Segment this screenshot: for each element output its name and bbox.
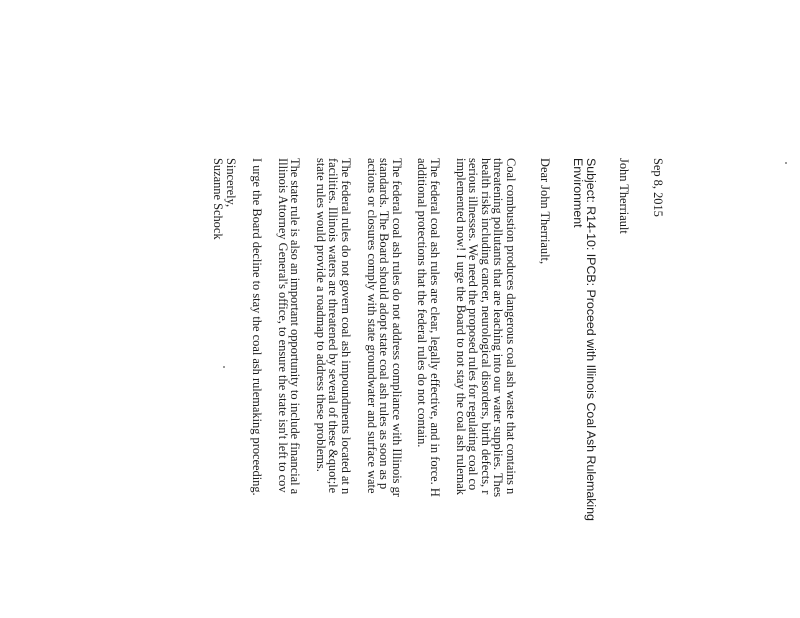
paragraph-line: threatening pollutants that are leaching into our water supplies. Thes [491,158,506,498]
letter-paragraph [454,158,517,618]
paragraph-line: Coal combustion produces dangerous coal ash waste that contains n [504,158,519,495]
letter-closing: Sincerely, [223,158,238,208]
paragraph-line: serious illnesses. We need the proposed rules for regulating coal co [466,158,481,491]
paragraph-line: implemented now! I urge the Board to not stay the coal ash rulemak [453,158,468,495]
letter-subject-line: Environment [571,158,586,228]
letter-body [211,158,664,618]
letter-paragraph [365,158,403,618]
letter-recipient: John Therriault [617,158,632,234]
paragraph-line: additional protections that the federal rules do not contain. [415,158,430,448]
paragraph-line: The federal coal ash rules do not address compliance with Illinois gr [389,158,404,497]
letter-salutation: Dear John Therriault, [537,158,552,265]
letter-paragraph [276,158,301,618]
letter-paragraph [251,158,264,618]
paragraph-line: The state rule is also an important opportunity to include financial a [288,158,303,495]
paragraph-line: actions or closures comply with state groundwater and surface wate [364,158,379,494]
paragraph-line: The federal rules do not govern coal ash impoundments located at n [339,158,354,495]
paragraph-line: Illinois Attorney General's office, to ensure the state isn't left to cov [275,158,290,493]
letter-subject-line: Subject: R14-10: IPCB: Proceed with Illinois Coal Ash Rulemaking [583,158,598,521]
paragraph-line: facilities. Illinois waters are threatened by several of these &quot;le [326,158,341,494]
letter-signature: Suzanne Schock [210,158,225,240]
letter-date: Sep 8, 2015 [651,158,665,217]
paragraph-line: health risks including cancer, neurological disorders, birth defects, r [478,158,493,495]
letter-paragraph [416,158,441,618]
paragraph-line: I urge the Board decline to stay the coal ash rulemaking proceeding. [250,158,265,496]
paragraph-line: The federal coal ash rules are clear, legally effective, and in force. H [428,158,443,497]
letter-paragraph [314,158,352,618]
scan-speck [785,162,787,164]
paragraph-line: standards. The Board should adopt state coal ash rules as soon as p [377,158,392,490]
paragraph-line: state rules would provide a roadmap to address these problems. [313,158,328,472]
